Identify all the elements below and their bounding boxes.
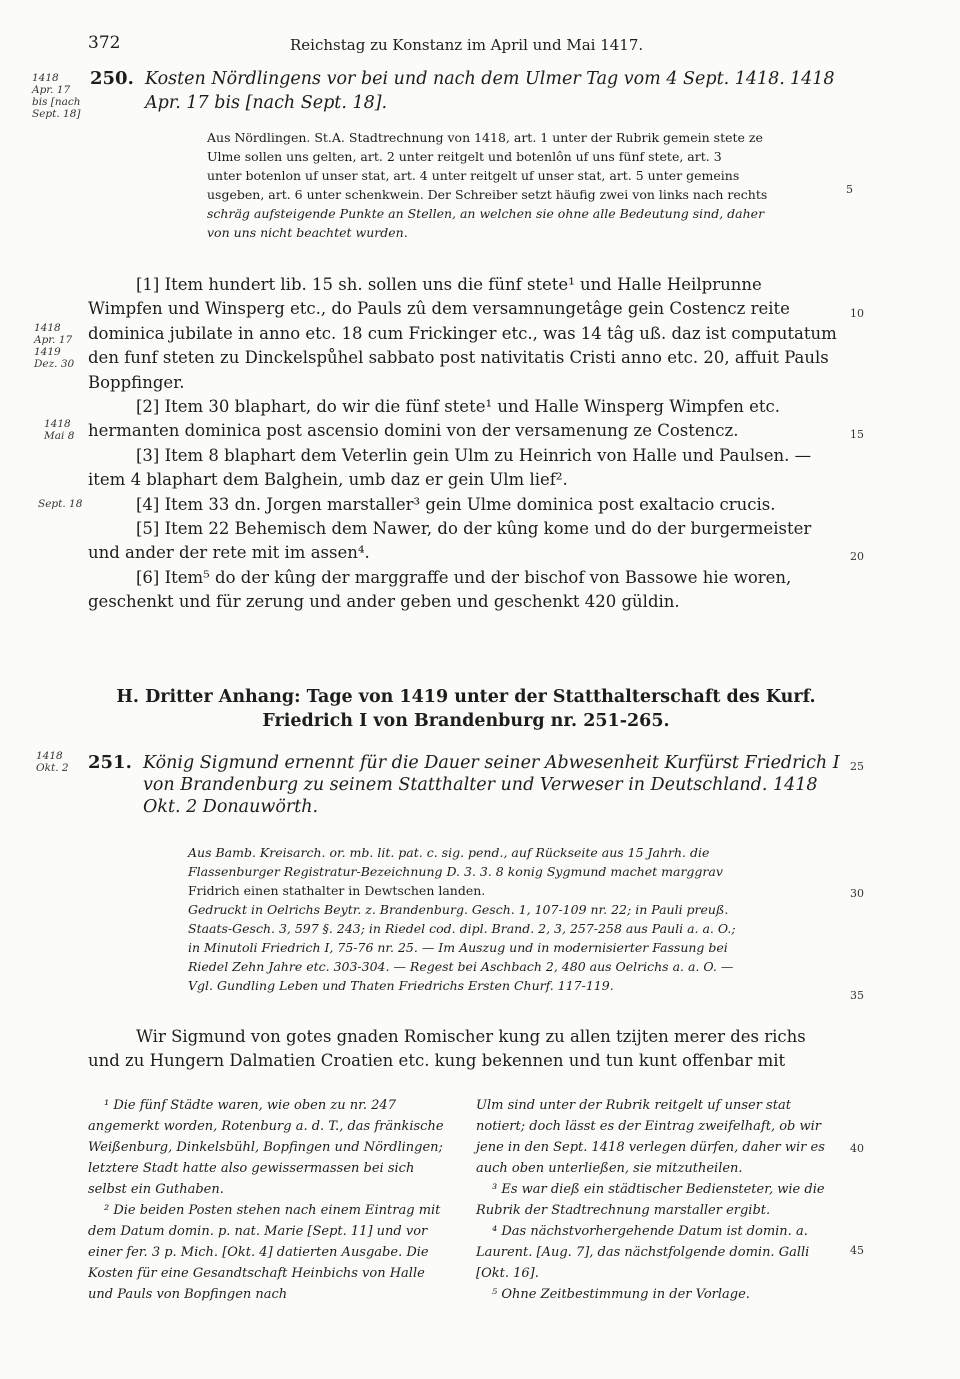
paragraph-5: [5] Item 22 Behemisch dem Nawer, do der kûng kome und do der burgermeister und ander der rete mit im assen⁴. [88, 519, 812, 563]
document-title-250-line2: Apr. 17 bis [nach Sept. 18]. [145, 93, 388, 113]
document-title-date: 1418 [790, 69, 835, 89]
paragraph-1: [1] Item hundert lib. 15 sh. sollen uns die fünf stete¹ und Halle Heilprunne Wimpfen und Winsperg etc., do Pauls zû dem versamnungetâge gein Costencz reite dominica jubilate in anno etc. 18 cum Frickinger etc., was 14 tâg uß. daz ist computatum den funf steten zu Dinckelspůhel sabbato post nativitatis Cristi anno etc. 20, affuit Pauls Boppfinger. [88, 275, 837, 392]
margin-date-251: 1418 Okt. 2 [36, 750, 69, 774]
appendix-heading: H. Dritter Anhang: Tage von 1419 unter der Statthalterschaft des Kurf. Friedrich I von Brandenburg nr. 251-265. [116, 687, 816, 731]
footnote: ² Die beiden Posten stehen nach einem Eintrag mit dem Datum domin. p. nat. Marie [Sept. 11] und vor einer fer. 3 p. Mich. [Okt. 4] datierten Ausgabe. Die Kosten für eine Gesandtschaft Heinbichs von Halle und Pauls von Bopfingen nach [88, 1203, 441, 1302]
document-text-250 [88, 273, 840, 615]
line-number: 30 [850, 887, 864, 900]
document-text-251: Wir Sigmund von gotes gnaden Romischer kung zu allen tzijten merer des richs und zu Hungern Dalmatien Croatien etc. kung bekennen und tun kunt offenbar mit [88, 1027, 806, 1071]
margin-date: Sept. 18 [38, 498, 83, 510]
line-number: 35 [850, 989, 864, 1002]
footnotes-left [88, 1095, 453, 1305]
paragraph-4: [4] Item 33 dn. Jorgen marstaller³ gein Ulme dominica post exaltacio crucis. [136, 494, 776, 514]
line-number: 40 [850, 1142, 864, 1155]
footnote: ⁴ Das nächstvorhergehende Datum ist domin. a. Laurent. [Aug. 7], das nächstfolgende domin. Galli [Okt. 16]. [476, 1224, 810, 1281]
margin-date-250: 1418 Apr. 17 bis [nach Sept. 18] [32, 72, 81, 120]
footnote: ³ Es war dieß ein städtischer Bediensteter, wie die Rubrik der Stadtrechnung marstaller ergibt. [476, 1182, 825, 1218]
line-number: 15 [850, 428, 864, 441]
paragraph-6: [6] Item⁵ do der kûng der marggraffe und der bischof von Bassowe hie woren, geschenkt und für zerung und ander geben und geschenkt 420 güldin. [88, 567, 792, 612]
document-title-251: König Sigmund ernennt für die Dauer seiner Abwesenheit Kurfürst Friedrich I von Brandenburg zu seinem Statthalter und Verweser in Deutschland. 1418 Okt. 2 Donauwörth. [143, 753, 840, 817]
page-number: 372 [88, 33, 121, 53]
margin-date: 1419 Dez. 30 [34, 346, 75, 370]
line-number: 25 [850, 760, 864, 773]
paragraph-2: [2] Item 30 blaphart, do wir die fünf stete¹ und Halle Winsperg Wimpfen etc. hermanten dominica post ascensio domini von der versamenung ze Costencz. [88, 397, 781, 441]
footnotes-right [476, 1095, 841, 1305]
footnote: Ulm sind unter der Rubrik reitgelt uf unser stat notiert; doch lässt es der Eintrag zweifelhaft, ob wir jene in den Sept. 1418 verlegen dürfen, daher wir es auch oben unterließen, sie mitzutheilen. [476, 1098, 825, 1176]
document-title-250: Kosten Nördlingens vor bei und nach dem Ulmer Tag vom 4 Sept. 1418. [145, 69, 785, 89]
document-number-251: 251. [88, 752, 132, 773]
footnote: ¹ Die fünf Städte waren, wie oben zu nr. 247 angemerkt worden, Rotenburg a. d. T., das fränkische Weißenburg, Dinkelsbühl, Bopfingen und Nördlingen; letztere Stadt hatte also gewissermassen bei sich selbst ein Guthaben. [88, 1098, 444, 1197]
line-number: 5 [846, 183, 853, 196]
line-number: 10 [850, 307, 864, 320]
running-title: Reichstag zu Konstanz im April und Mai 1417. [290, 36, 644, 54]
margin-date: 1418 Apr. 17 [34, 322, 73, 346]
margin-date: 1418 Mai 8 [44, 418, 75, 442]
line-number: 45 [850, 1244, 864, 1257]
footnote: ⁵ Ohne Zeitbestimmung in der Vorlage. [492, 1287, 750, 1302]
line-number: 20 [850, 550, 864, 563]
source-note-251: Aus Bamb. Kreisarch. or. mb. lit. pat. c. sig. pend., auf Rückseite aus 15 Jahrh. die Flassenburger Registratur-Bezeichnung D. 3. 3. 8 konig Sygmund machet marggrav Fridrich einen stathalter in Dewtschen landen. Gedruckt in Oelrichs Beytr. z. Brandenburg. Gesch. 1, 107-109 nr. 22; in Pauli preuß. Staats-Gesch. 3, 597 §. 243; in Riedel cod. dipl. Brand. 2, 3, 257-258 aus Pauli a. a. O.; in Minutoli Friedrich I, 75-76 nr. 25. — Im Auszug und in modernisierter Fassung bei Riedel Zehn Jahre etc. 303-304. — Regest bei Aschbach 2, 480 aus Oelrichs a. a. O. — Vgl. Gundling Leben und Thaten Friedrichs Ersten Churf. 117-119. [188, 845, 736, 993]
source-note-250: Aus Nördlingen. St.A. Stadtrechnung von 1418, art. 1 unter der Rubrik gemein stete ze Ulme sollen uns gelten, art. 2 unter reitgelt und botenlôn uf uns fünf stete, art. 3 unter botenlon uf unser stat, art. 4 unter reitgelt uf unser stat, art. 5 unter gemeins usgeben, art. 6 unter schenkwein. Der Schreiber setzt häufig zwei von links nach rechts schräg aufsteigende Punkte an Stellen, an welchen sie ohne alle Bedeutung sind, daher von uns nicht beachtet wurden. [207, 130, 768, 240]
document-number-250: 250. [90, 68, 134, 89]
paragraph-3: [3] Item 8 blaphart dem Veterlin gein Ulm zu Heinrich von Halle und Paulsen. — item 4 blaphart dem Balghein, umb daz er gein Ulm lief². [88, 445, 812, 490]
